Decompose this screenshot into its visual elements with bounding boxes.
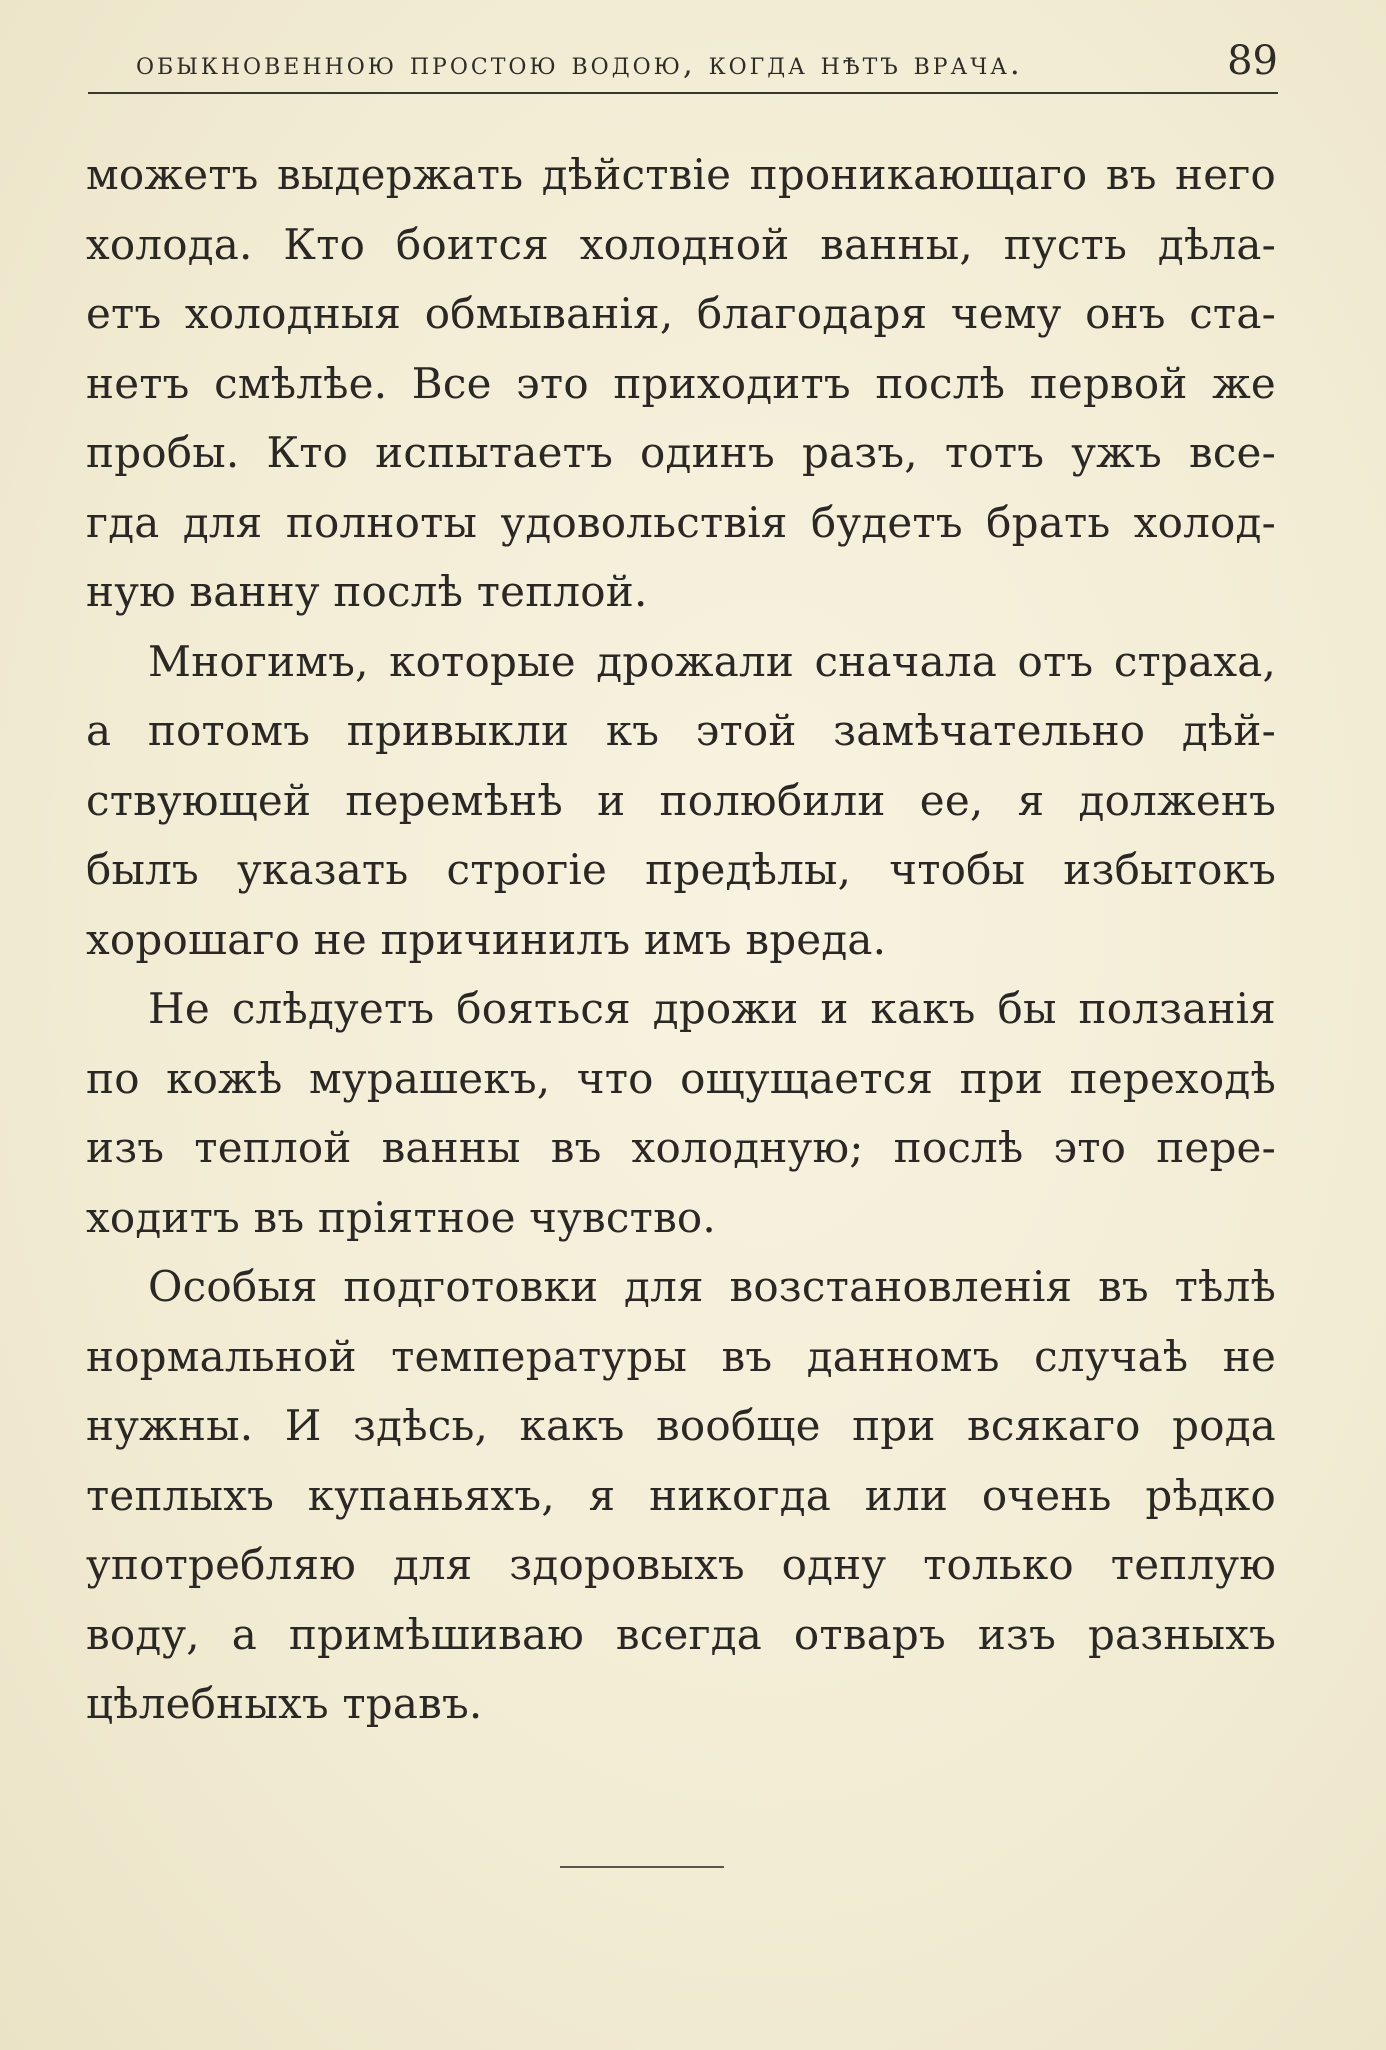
text-line: Не слѣдуетъ бояться дрожи и какъ бы ползанія — [148, 984, 1276, 1033]
text-line: былъ указать строгіе предѣлы, чтобы избытокъ — [86, 845, 1276, 894]
text-line: по кожѣ мурашекъ, что ощущается при переходѣ — [86, 1053, 1276, 1103]
text-line: хорошаго не причинилъ имъ вреда. — [86, 914, 887, 964]
text-line: нормальной температуры въ данномъ случаѣ не — [86, 1331, 1276, 1381]
text-line: пробы. Кто испытаетъ одинъ разъ, тотъ ужъ все- — [86, 428, 1276, 477]
text-line: холода. Кто боится холодной ванны, пусть дѣла- — [86, 219, 1276, 269]
paragraph-3 — [86, 974, 1276, 1252]
paragraph-1 — [86, 140, 1276, 627]
running-header-title: обыкновенною простою водою, когда нѣтъ врача. — [136, 46, 1023, 82]
text-line: ходитъ въ пріятное чувство. — [86, 1192, 716, 1242]
text-line: гда для полноты удовольствія будетъ брать холод- — [86, 497, 1276, 547]
paragraph-2 — [86, 627, 1276, 975]
body-text — [86, 140, 1276, 1739]
text-line: нетъ смѣлѣе. Все это приходитъ послѣ первой же — [86, 358, 1276, 408]
header-rule — [88, 92, 1278, 94]
text-line: ную ванну послѣ теплой. — [86, 567, 648, 616]
text-line: изъ теплой ванны въ холодную; послѣ это пере- — [86, 1123, 1276, 1172]
text-line: употребляю для здоровыхъ одну только теплую — [86, 1540, 1276, 1589]
page-number: 89 — [1227, 38, 1278, 84]
text-line: воду, а примѣшиваю всегда отваръ изъ разныхъ — [86, 1609, 1276, 1659]
text-line: нужны. И здѣсь, какъ вообще при всякаго рода — [86, 1401, 1276, 1450]
text-line: цѣлебныхъ травъ. — [86, 1679, 483, 1728]
text-line: ствующей перемѣнѣ и полюбили ее, я долженъ — [86, 775, 1276, 825]
text-line: а потомъ привыкли къ этой замѣчательно дѣй- — [86, 706, 1276, 755]
text-line: теплыхъ купаньяхъ, я никогда или очень рѣдко — [86, 1470, 1276, 1520]
section-divider-rule — [560, 1866, 724, 1868]
paragraph-4 — [86, 1252, 1276, 1739]
running-header — [88, 38, 1278, 90]
text-line: етъ холодныя обмыванія, благодаря чему онъ ста- — [86, 289, 1276, 338]
text-line: Многимъ, которые дрожали сначала отъ страха, — [148, 636, 1276, 686]
text-line: Особыя подготовки для возстановленія въ тѣлѣ — [148, 1262, 1276, 1311]
text-line: можетъ выдержать дѣйствіе проникающаго въ него — [86, 150, 1276, 199]
